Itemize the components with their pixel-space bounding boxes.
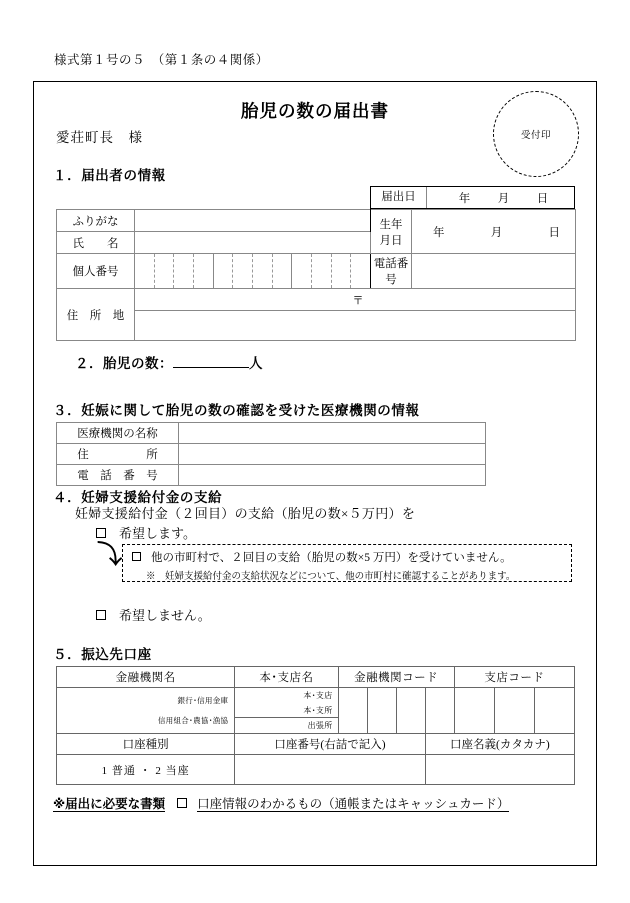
submission-date-fields[interactable]: [427, 190, 574, 206]
furigana-label: ふりがな: [57, 210, 135, 232]
benefit-no-label: 希望しません。: [119, 608, 211, 623]
address-label: 住 所 地: [57, 289, 135, 341]
table-row-account-headers: [57, 734, 575, 755]
mynumber-cell[interactable]: [233, 254, 253, 288]
table-row-address: [57, 311, 576, 341]
fetus-count-input[interactable]: [173, 367, 249, 368]
page-title: 胎児の数の届出書: [241, 101, 389, 121]
benefit-declaration-box: [122, 544, 572, 582]
required-documents-note: [53, 794, 509, 812]
arrow-down-right-icon: ⤵: [97, 540, 123, 569]
branch-name-input[interactable]: [235, 688, 338, 734]
birth-month-label: 月: [490, 226, 503, 239]
mynumber-cell[interactable]: [214, 254, 234, 288]
account-holder-input[interactable]: [425, 755, 574, 785]
phone-label: 電話番号: [371, 254, 412, 289]
checkbox-icon[interactable]: [96, 610, 106, 620]
mynumber-cell[interactable]: [332, 254, 352, 288]
form-frame: [33, 81, 597, 866]
medical-name-label: 医療機関の名称: [57, 423, 179, 444]
bank-kind-line2: 信用組合･農協･漁協: [157, 716, 229, 725]
form-number: 様式第１号の５ （第１条の４関係）: [54, 53, 269, 67]
section4-lead: 妊婦支援給付金（２回目）の支給（胎児の数×５万円）を: [75, 506, 416, 521]
section4-heading: ４．妊婦支援給付金の支給: [53, 490, 223, 505]
mynumber-cell[interactable]: [253, 254, 273, 288]
receipt-stamp-label: 受付印: [520, 131, 551, 141]
bank-code-digit[interactable]: [425, 688, 454, 734]
bank-name-header: 金融機関名: [57, 667, 235, 688]
birth-day-label: 日: [548, 226, 560, 239]
checkbox-icon[interactable]: [177, 798, 187, 808]
bank-account-table: [56, 666, 575, 785]
account-type-header: 口座種別: [57, 734, 235, 755]
section2-heading: ２．胎児の数：: [75, 356, 173, 371]
benefit-yes-label: 希望します。: [119, 526, 196, 541]
branch-kind-line3: 出張所: [307, 721, 333, 730]
receipt-stamp-circle: [493, 91, 579, 177]
account-number-input[interactable]: [235, 755, 425, 785]
section2-line: [75, 352, 263, 372]
bank-code-digit[interactable]: [367, 688, 396, 734]
checkbox-icon[interactable]: [96, 528, 106, 538]
required-documents-label: ※届出に必要な書類: [53, 797, 166, 811]
account-holder-header: 口座名義(カタカナ): [425, 734, 574, 755]
furigana-input[interactable]: [135, 210, 371, 232]
postal-mark-icon: 〒: [352, 294, 364, 307]
submission-month-label: 月: [497, 192, 510, 205]
branch-code-header: 支店コード: [454, 667, 574, 688]
medical-name-input[interactable]: [179, 423, 486, 444]
bank-code-digit[interactable]: [338, 688, 367, 734]
account-number-header: 口座番号(右詰で記入): [235, 734, 425, 755]
branch-code-digit[interactable]: [454, 688, 494, 734]
medical-phone-label: 電 話 番 号: [57, 465, 179, 486]
mynumber-cell[interactable]: [312, 254, 332, 288]
medical-address-label: 住 所: [57, 444, 179, 465]
medical-institution-table: [56, 422, 486, 486]
mynumber-cell[interactable]: [273, 254, 293, 288]
mynumber-boxes: [135, 254, 370, 288]
phone-input[interactable]: [412, 254, 576, 289]
table-row-bank-headers: [57, 667, 575, 688]
mynumber-cell[interactable]: [174, 254, 194, 288]
table-row: [57, 423, 486, 444]
submission-year-label: 年: [458, 192, 471, 205]
birthdate-label-line2: 月日: [379, 234, 403, 247]
applicant-table: [56, 209, 576, 341]
mynumber-label: 個人番号: [57, 254, 135, 289]
birthdate-input[interactable]: [412, 210, 576, 254]
submission-day-label: 日: [536, 192, 549, 205]
addressee: 愛荘町長 様: [56, 130, 143, 145]
branch-kind-line1: 本･支店: [303, 691, 333, 700]
birth-year-label: 年: [433, 226, 445, 239]
branch-code-digit[interactable]: [494, 688, 534, 734]
submission-date-row: [370, 186, 575, 209]
table-row-account-inputs: [57, 755, 575, 785]
benefit-no-option[interactable]: [96, 605, 211, 624]
account-type-value[interactable]: 1 普通 ・ 2 当座: [57, 755, 235, 785]
table-row-address-postal: [57, 289, 576, 311]
declaration-text: 他の市町村で、２回目の支給（胎児の数×5 万円）を受けていません。: [151, 552, 512, 564]
postal-code-input[interactable]: [135, 289, 576, 311]
mynumber-cell[interactable]: [155, 254, 175, 288]
birthdate-label-line1: 生年: [379, 218, 403, 231]
bank-code-digit[interactable]: [396, 688, 425, 734]
bank-kind-line1: 銀行･信用金庫: [177, 696, 229, 705]
declaration-check-row[interactable]: [132, 549, 571, 565]
submission-date-label: 届出日: [371, 187, 427, 208]
mynumber-cell[interactable]: [351, 254, 370, 288]
mynumber-cell[interactable]: [194, 254, 214, 288]
table-row-furigana: [57, 210, 576, 232]
branch-kind-line2: 本･支所: [235, 703, 337, 718]
medical-phone-input[interactable]: [179, 465, 486, 486]
table-row-mynumber: [57, 254, 576, 289]
table-row-bank-inputs: [57, 688, 575, 734]
birthdate-label: [371, 210, 412, 254]
branch-name-header: 本･支店名: [235, 667, 338, 688]
bank-code-header: 金融機関コード: [338, 667, 454, 688]
section3-heading: ３．妊娠に関して胎児の数の確認を受けた医療機関の情報: [53, 403, 420, 418]
branch-code-digit[interactable]: [534, 688, 574, 734]
table-row: [57, 444, 486, 465]
mynumber-cell[interactable]: [292, 254, 312, 288]
mynumber-input[interactable]: [135, 254, 371, 289]
checkbox-icon[interactable]: [132, 552, 141, 561]
fetus-count-unit: 人: [249, 356, 263, 371]
section5-heading: ５．振込先口座: [53, 647, 152, 662]
mynumber-cell[interactable]: [135, 254, 155, 288]
required-document-name: 口座情報のわかるもの（通帳またはキャッシュカード）: [197, 797, 510, 811]
declaration-note: ※ 妊婦支援給付金の支給状況などについて、他の市町村に確認することがあります。: [146, 572, 516, 582]
bank-name-input[interactable]: [57, 688, 235, 734]
medical-address-input[interactable]: [179, 444, 486, 465]
name-label: 氏 名: [57, 232, 135, 254]
address-input[interactable]: [135, 311, 576, 341]
table-row: [57, 465, 486, 486]
section1-heading: １．届出者の情報: [53, 168, 166, 183]
name-input[interactable]: [135, 232, 371, 254]
